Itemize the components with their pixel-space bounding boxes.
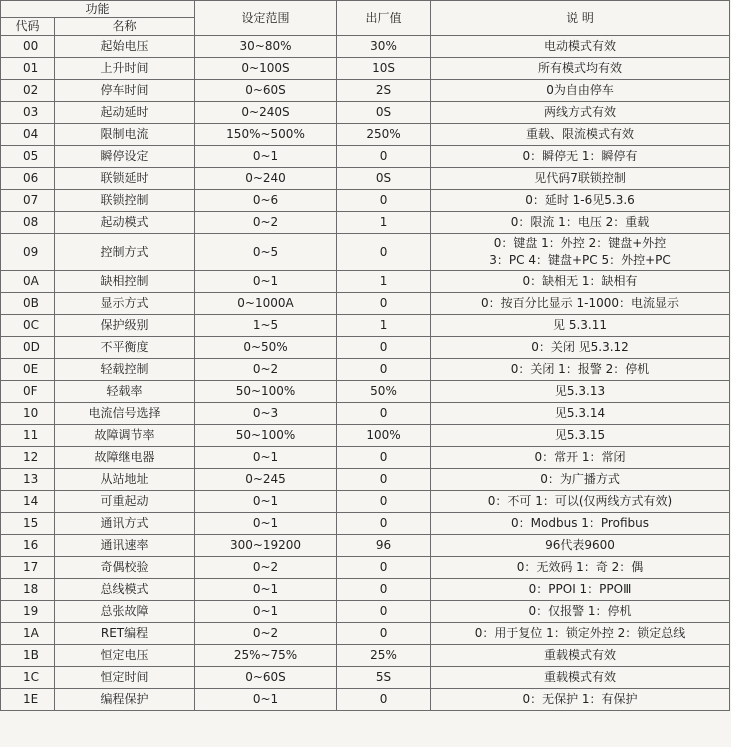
cell-range: 1~5 <box>195 315 337 337</box>
cell-name: 控制方式 <box>55 234 195 271</box>
cell-default: 0 <box>337 623 431 645</box>
cell-default: 50% <box>337 381 431 403</box>
default-header: 出厂值 <box>337 1 431 36</box>
cell-description: 0：不可 1：可以(仅两线方式有效) <box>431 491 730 513</box>
cell-name: 可重起动 <box>55 491 195 513</box>
table-row <box>1 447 730 469</box>
cell-range: 150%~500% <box>195 124 337 146</box>
cell-name: 瞬停设定 <box>55 146 195 168</box>
cell-default: 0 <box>337 146 431 168</box>
cell-default: 1 <box>337 271 431 293</box>
cell-default: 0 <box>337 234 431 271</box>
cell-name: 限制电流 <box>55 124 195 146</box>
cell-default: 0 <box>337 447 431 469</box>
table-row <box>1 124 730 146</box>
cell-code: 1E <box>1 689 55 711</box>
cell-default: 0S <box>337 102 431 124</box>
table-row <box>1 146 730 168</box>
table-row <box>1 623 730 645</box>
cell-name: 编程保护 <box>55 689 195 711</box>
cell-description: 所有模式均有效 <box>431 58 730 80</box>
cell-default: 0 <box>337 557 431 579</box>
cell-description: 0：为广播方式 <box>431 469 730 491</box>
cell-code: 03 <box>1 102 55 124</box>
table-row <box>1 315 730 337</box>
table-row <box>1 689 730 711</box>
cell-range: 50~100% <box>195 381 337 403</box>
table-row <box>1 293 730 315</box>
cell-default: 10S <box>337 58 431 80</box>
cell-code: 16 <box>1 535 55 557</box>
cell-range: 0~1 <box>195 491 337 513</box>
cell-default: 0 <box>337 469 431 491</box>
cell-default: 0 <box>337 491 431 513</box>
cell-code: 1B <box>1 645 55 667</box>
cell-range: 0~60S <box>195 667 337 689</box>
cell-range: 0~100S <box>195 58 337 80</box>
cell-code: 11 <box>1 425 55 447</box>
cell-range: 0~2 <box>195 623 337 645</box>
cell-default: 0S <box>337 168 431 190</box>
cell-name: 起动延时 <box>55 102 195 124</box>
cell-code: 18 <box>1 579 55 601</box>
table-row <box>1 601 730 623</box>
table-body <box>1 36 730 711</box>
cell-default: 96 <box>337 535 431 557</box>
table-row <box>1 212 730 234</box>
table-row <box>1 36 730 58</box>
cell-description: 见5.3.13 <box>431 381 730 403</box>
cell-name: 故障调节率 <box>55 425 195 447</box>
cell-code: 13 <box>1 469 55 491</box>
table-row <box>1 667 730 689</box>
cell-default: 250% <box>337 124 431 146</box>
cell-range: 0~1000A <box>195 293 337 315</box>
cell-name: 联锁延时 <box>55 168 195 190</box>
cell-code: 15 <box>1 513 55 535</box>
cell-code: 09 <box>1 234 55 271</box>
cell-description: 见 5.3.11 <box>431 315 730 337</box>
cell-name: 轻载率 <box>55 381 195 403</box>
cell-code: 0E <box>1 359 55 381</box>
cell-default: 1 <box>337 212 431 234</box>
cell-default: 0 <box>337 190 431 212</box>
cell-description: 0：瞬停无 1：瞬停有 <box>431 146 730 168</box>
name-header: 名称 <box>55 18 195 36</box>
cell-default: 0 <box>337 513 431 535</box>
cell-code: 17 <box>1 557 55 579</box>
cell-description: 0：延时 1-6见5.3.6 <box>431 190 730 212</box>
range-header: 设定范围 <box>195 1 337 36</box>
cell-name: 联锁控制 <box>55 190 195 212</box>
cell-range: 0~50% <box>195 337 337 359</box>
cell-default: 25% <box>337 645 431 667</box>
cell-default: 100% <box>337 425 431 447</box>
cell-description: 0：用于复位 1：锁定外控 2：锁定总线 <box>431 623 730 645</box>
cell-description: 见代码7联锁控制 <box>431 168 730 190</box>
cell-name: 电流信号选择 <box>55 403 195 425</box>
cell-name: 通讯速率 <box>55 535 195 557</box>
cell-description: 见5.3.15 <box>431 425 730 447</box>
cell-default: 30% <box>337 36 431 58</box>
cell-code: 06 <box>1 168 55 190</box>
cell-range: 0~2 <box>195 212 337 234</box>
cell-range: 0~1 <box>195 601 337 623</box>
cell-name: 总张故障 <box>55 601 195 623</box>
cell-code: 04 <box>1 124 55 146</box>
cell-name: 停车时间 <box>55 80 195 102</box>
cell-name: 起始电压 <box>55 36 195 58</box>
cell-description: 0：PPOⅠ 1：PPOⅢ <box>431 579 730 601</box>
cell-code: 0D <box>1 337 55 359</box>
cell-range: 0~1 <box>195 689 337 711</box>
table-row <box>1 190 730 212</box>
cell-range: 0~1 <box>195 146 337 168</box>
table-row <box>1 645 730 667</box>
cell-code: 0A <box>1 271 55 293</box>
cell-description: 电动模式有效 <box>431 36 730 58</box>
table-row <box>1 359 730 381</box>
table-row <box>1 337 730 359</box>
cell-range: 0~240S <box>195 102 337 124</box>
table-row <box>1 491 730 513</box>
cell-name: 通讯方式 <box>55 513 195 535</box>
table-row <box>1 80 730 102</box>
cell-code: 1C <box>1 667 55 689</box>
cell-range: 30~80% <box>195 36 337 58</box>
cell-default: 5S <box>337 667 431 689</box>
cell-description: 两线方式有效 <box>431 102 730 124</box>
cell-description: 0：限流 1：电压 2：重载 <box>431 212 730 234</box>
cell-name: RET编程 <box>55 623 195 645</box>
cell-range: 0~1 <box>195 271 337 293</box>
table-row <box>1 579 730 601</box>
cell-code: 19 <box>1 601 55 623</box>
cell-default: 0 <box>337 359 431 381</box>
table-row <box>1 425 730 447</box>
cell-code: 10 <box>1 403 55 425</box>
table-row <box>1 234 730 271</box>
cell-range: 0~1 <box>195 579 337 601</box>
cell-range: 50~100% <box>195 425 337 447</box>
cell-range: 0~245 <box>195 469 337 491</box>
cell-code: 02 <box>1 80 55 102</box>
cell-description: 重载模式有效 <box>431 645 730 667</box>
description-header: 说 明 <box>431 1 730 36</box>
table-row <box>1 381 730 403</box>
code-header: 代码 <box>1 18 55 36</box>
description-line: 3：PC 4：键盘+PC 5：外控+PC <box>489 253 671 267</box>
cell-default: 0 <box>337 601 431 623</box>
cell-code: 0F <box>1 381 55 403</box>
cell-range: 25%~75% <box>195 645 337 667</box>
cell-description: 0：无保护 1：有保护 <box>431 689 730 711</box>
cell-name: 恒定电压 <box>55 645 195 667</box>
cell-description <box>431 234 730 271</box>
cell-description: 0：无效码 1：奇 2：偶 <box>431 557 730 579</box>
cell-range: 300~19200 <box>195 535 337 557</box>
table-row <box>1 58 730 80</box>
cell-description: 0为自由停车 <box>431 80 730 102</box>
cell-code: 05 <box>1 146 55 168</box>
cell-default: 0 <box>337 293 431 315</box>
cell-code: 0C <box>1 315 55 337</box>
cell-description: 见5.3.14 <box>431 403 730 425</box>
table-row <box>1 102 730 124</box>
cell-name: 上升时间 <box>55 58 195 80</box>
cell-range: 0~1 <box>195 513 337 535</box>
cell-code: 08 <box>1 212 55 234</box>
cell-name: 保护级别 <box>55 315 195 337</box>
cell-code: 12 <box>1 447 55 469</box>
table-row <box>1 557 730 579</box>
cell-default: 0 <box>337 337 431 359</box>
cell-code: 01 <box>1 58 55 80</box>
table-row <box>1 535 730 557</box>
cell-range: 0~5 <box>195 234 337 271</box>
cell-range: 0~3 <box>195 403 337 425</box>
cell-code: 1A <box>1 623 55 645</box>
cell-range: 0~240 <box>195 168 337 190</box>
cell-description: 0：仅报警 1：停机 <box>431 601 730 623</box>
cell-range: 0~2 <box>195 359 337 381</box>
cell-description: 重载模式有效 <box>431 667 730 689</box>
table-row <box>1 513 730 535</box>
cell-description: 0：按百分比显示 1-1000：电流显示 <box>431 293 730 315</box>
cell-code: 07 <box>1 190 55 212</box>
table-row <box>1 403 730 425</box>
cell-default: 0 <box>337 403 431 425</box>
cell-code: 0B <box>1 293 55 315</box>
cell-description: 0：缺相无 1：缺相有 <box>431 271 730 293</box>
cell-range: 0~1 <box>195 447 337 469</box>
cell-default: 1 <box>337 315 431 337</box>
cell-name: 总线模式 <box>55 579 195 601</box>
table-row <box>1 271 730 293</box>
cell-code: 00 <box>1 36 55 58</box>
cell-name: 奇偶校验 <box>55 557 195 579</box>
cell-description: 0：关闭 见5.3.12 <box>431 337 730 359</box>
cell-default: 0 <box>337 579 431 601</box>
cell-default: 2S <box>337 80 431 102</box>
cell-name: 显示方式 <box>55 293 195 315</box>
cell-range: 0~2 <box>195 557 337 579</box>
cell-default: 0 <box>337 689 431 711</box>
cell-name: 不平衡度 <box>55 337 195 359</box>
description-line: 0：键盘 1：外控 2：键盘+外控 <box>493 236 667 250</box>
cell-code: 14 <box>1 491 55 513</box>
cell-name: 恒定时间 <box>55 667 195 689</box>
cell-name: 缺相控制 <box>55 271 195 293</box>
cell-name: 故障继电器 <box>55 447 195 469</box>
table-row <box>1 469 730 491</box>
cell-description: 0：常开 1：常闭 <box>431 447 730 469</box>
cell-description: 0：关闭 1：报警 2：停机 <box>431 359 730 381</box>
table-row <box>1 168 730 190</box>
cell-name: 从站地址 <box>55 469 195 491</box>
cell-description: 重载、限流模式有效 <box>431 124 730 146</box>
cell-range: 0~60S <box>195 80 337 102</box>
cell-description: 96代表9600 <box>431 535 730 557</box>
cell-description: 0：Modbus 1：Profibus <box>431 513 730 535</box>
cell-range: 0~6 <box>195 190 337 212</box>
function-header: 功能 <box>1 1 195 18</box>
cell-name: 起动模式 <box>55 212 195 234</box>
cell-name: 轻载控制 <box>55 359 195 381</box>
